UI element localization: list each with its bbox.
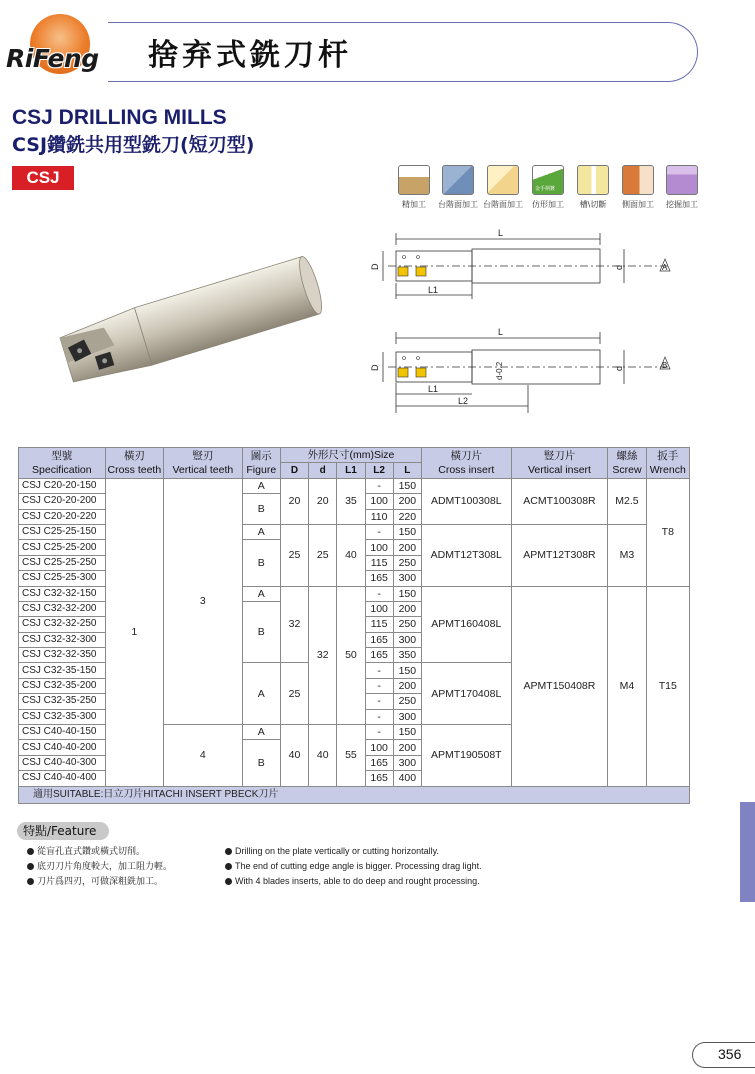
bullet-icon [225,878,232,885]
operation-slot-cut: 槽\切斷 [571,165,615,210]
table-row: CSJ C32-35-250 - 250 [19,694,690,709]
spec-table [18,447,690,804]
dim-L1: L1 [428,384,439,394]
table-row: CSJ C20-20-220 110 220 [19,509,690,524]
bullet-icon [225,848,232,855]
product-image [30,240,330,400]
feature-list-en [225,844,482,889]
dim-L1: L1 [428,285,439,295]
header-L2: L2 [365,463,393,478]
list-item: With 4 blades inserts, able to do deep and rought processing. [225,874,482,889]
side-face-icon [622,165,654,195]
table-row: CSJ C40-40-200 B 100 200 [19,740,690,755]
step-face-icon-2 [487,165,519,195]
table-row: CSJ C20-20-200 B 100 200 [19,494,690,509]
diagram-a-marker: A [662,263,668,272]
dim-L: L [498,228,504,238]
header-cross-teeth: 橫刃 Cross teeth [105,448,163,479]
list-item: Drilling on the plate vertically or cutting horizontally. [225,844,482,859]
step-face-icon [442,165,474,195]
bullet-icon [27,878,34,885]
header-wrench: 扳手 Wrench [646,448,689,479]
page-title: 捨弃式銑刀杆 [148,38,352,73]
operation-step-face-2: 台階面加工 [481,165,525,210]
dim-d: d [614,365,624,371]
table-row: CSJ C40-40-150 4 A 40 40 55 - 150 APMT190508T [19,725,690,740]
table-row: CSJ C32-32-150 A 32 32 50 - 150 APMT160408L APMT150408R M4 T15 [19,586,690,601]
dim-d-minus: d-0.2 [495,361,504,380]
dim-L2: L2 [458,396,469,406]
list-item: 刀片爲四刃，可做深粗銑加工。 [27,874,172,889]
list-item: 底刃刀片角度較大，加工阻力輕。 [27,859,172,874]
table-row: CSJ C40-40-400 165 400 [19,771,690,786]
header-figure: 圖示 Figure [242,448,280,479]
header-D: D [280,463,308,478]
feature-heading: 特點/Feature [17,822,109,840]
table-row: CSJ C32-35-150 A 25 - 150 APMT170408L [19,663,690,678]
header-vertical-insert: 豎刀片 Vertical insert [511,448,608,479]
table-row: CSJ C25-25-150 A 25 25 40 - 150 ADMT12T308L APMT12T308R M3 [19,524,690,539]
header-spec: 型號 Specification [19,448,106,479]
table-footer: 適用SUITABLE:日立刀片HITACHI INSERT PBECK刀片 [19,786,690,803]
table-row: CSJ C25-25-200 B 100 200 [19,540,690,555]
table-row: CSJ C25-25-250 115 250 [19,555,690,570]
table-row: CSJ C32-32-250 115 250 [19,617,690,632]
product-badge: CSJ [12,166,74,190]
header-L1: L1 [337,463,365,478]
header-size: 外形尺寸(mm)Size [280,448,421,463]
table-row: CSJ C32-32-300 165 300 [19,632,690,647]
page-number: 356 [718,1046,742,1062]
diagram-a [368,225,688,305]
table-row: CSJ C40-40-300 165 300 [19,755,690,770]
bullet-icon [27,848,34,855]
logo-text: RiFeng [6,44,99,73]
feature-list-zh [27,844,172,889]
finishing-icon [398,165,430,195]
operation-finishing: 精加工 [392,165,436,210]
table-row: CSJ C32-35-200 - 200 [19,678,690,693]
table-row: CSJ C20-20-150 1 3 A 20 20 35 - 150 ADMT100308L ACMT100308R M2.5 T8 [19,478,690,493]
table-header-row [19,448,690,463]
product-title-zh: CSJ鑽銑共用型銑刀(短刃型) [12,134,255,156]
dim-L: L [498,327,504,337]
header-screw: 螺絲 Screw [608,448,646,479]
operation-step-face: 台階面加工 [436,165,480,210]
operation-profile: 金手柄鍍 仿形加工 [526,165,570,210]
diagram-b [368,325,688,420]
dim-d: d [614,264,624,270]
profile-icon: 金手柄鍍 [532,165,564,195]
table-row: CSJ C32-32-200 B 100 200 [19,601,690,616]
table-row: CSJ C25-25-300 165 300 [19,571,690,586]
header-cross-insert: 橫刀片 Cross insert [421,448,511,479]
header-d: d [309,463,337,478]
list-item: 從盲孔直式鑽或橫式切削。 [27,844,172,859]
bullet-icon [27,863,34,870]
bullet-icon [225,863,232,870]
dim-D: D [370,263,380,270]
brand-logo [6,14,106,80]
header-vertical-teeth: 豎刃 Vertical teeth [164,448,243,479]
table-row: CSJ C32-32-350 165 350 [19,648,690,663]
header-L: L [393,463,421,478]
list-item: The end of cutting edge angle is bigger. Processing drag light. [225,859,482,874]
side-tab [740,802,755,902]
slot-cut-icon [577,165,609,195]
table-row: CSJ C32-35-300 - 300 [19,709,690,724]
diagram-b-marker: B [662,361,668,370]
pocket-icon [666,165,698,195]
dim-D: D [370,364,380,371]
product-title-en: CSJ DRILLING MILLS [12,106,227,129]
operation-side-face: 側面加工 [616,165,660,210]
operation-pocket: 挖掘加工 [660,165,704,210]
operation-icons [392,165,712,215]
